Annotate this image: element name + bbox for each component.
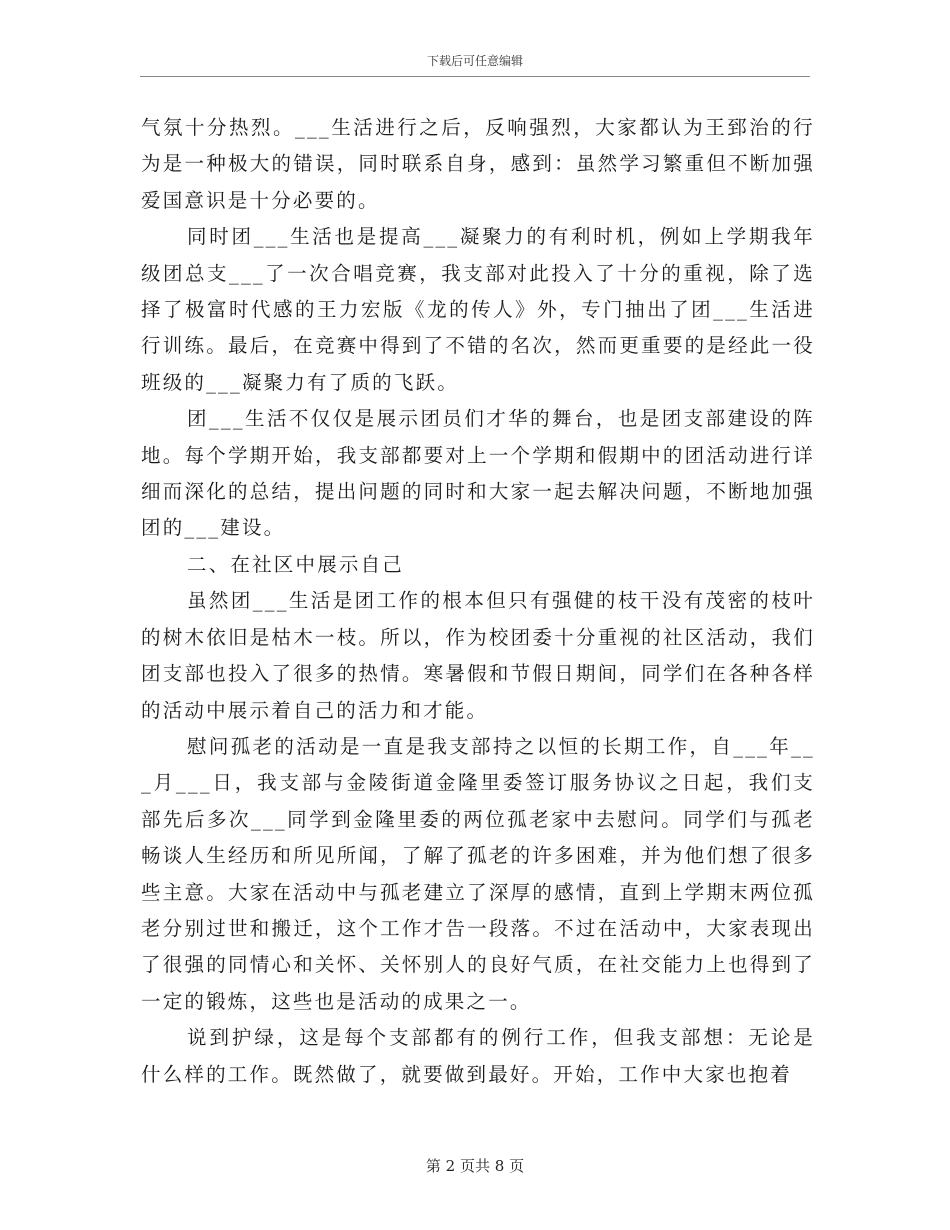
paragraph-3: 团___生活不仅仅是展示团员们才华的舞台，也是团支部建设的阵地。每个学期开始，我支部都要对上一个学期和假期中的团活动进行详细而深化的总结，提出问题的同时和大家一起去解决问题，不断地加强团的___建设。 bbox=[141, 407, 815, 540]
paragraph-4: 虽然团___生活是团工作的根本但只有强健的枝干没有茂密的枝叶的树木依旧是枯木一枝。所以，作为校团委十分重视的社区活动，我们团支部也投入了很多的热情。寒暑假和节假日期间，同学们在各种各样的活动中展示着自己的活力和才能。 bbox=[141, 589, 815, 722]
header-divider bbox=[140, 76, 810, 77]
document-body bbox=[141, 110, 815, 1093]
paragraph-2: 同时团___生活也是提高___凝聚力的有利时机，例如上学期我年级团总支___了一次合唱竞赛，我支部对此投入了十分的重视，除了选择了极富时代感的王力宏版《龙的传人》外，专门抽出了团___生活进行训练。最后，在竞赛中得到了不错的名次，然而更重要的是经此一役班级的___凝聚力有了质的飞跃。 bbox=[141, 225, 815, 394]
paragraph-6: 说到护绿，这是每个支部都有的例行工作，但我支部想：无论是什么样的工作。既然做了，就要做到最好。开始，工作中大家也抱着 bbox=[141, 1026, 815, 1086]
section-heading: 二、在社区中展示自己 bbox=[187, 552, 405, 576]
page-header: 下载后可任意编辑 bbox=[426, 54, 523, 68]
page-number: 第 2 页共 8 页 bbox=[425, 1157, 525, 1175]
paragraph-5: 慰问孤老的活动是一直是我支部持之以恒的长期工作，自___年___月___日，我支部与金陵街道金隆里委签订服务协议之日起，我们支部先后多次___同学到金隆里委的两位孤老家中去慰问。同学们与孤老畅谈人生经历和所见所闻，了解了孤老的许多困难，并为他们想了很多些主意。大家在活动中与孤老建立了深厚的感情，直到上学期末两位孤老分别过世和搬迁，这个工作才告一段落。不过在活动中，大家表现出了很强的同情心和关怀、关怀别人的良好气质，在社交能力上也得到了一定的锻炼，这些也是活动的成果之一。 bbox=[141, 734, 815, 1013]
paragraph-1: 气氛十分热烈。___生活进行之后，反响强烈，大家都认为王郅治的行为是一种极大的错误，同时联系自身，感到：虽然学习繁重但不断加强爱国意识是十分必要的。 bbox=[141, 116, 815, 212]
